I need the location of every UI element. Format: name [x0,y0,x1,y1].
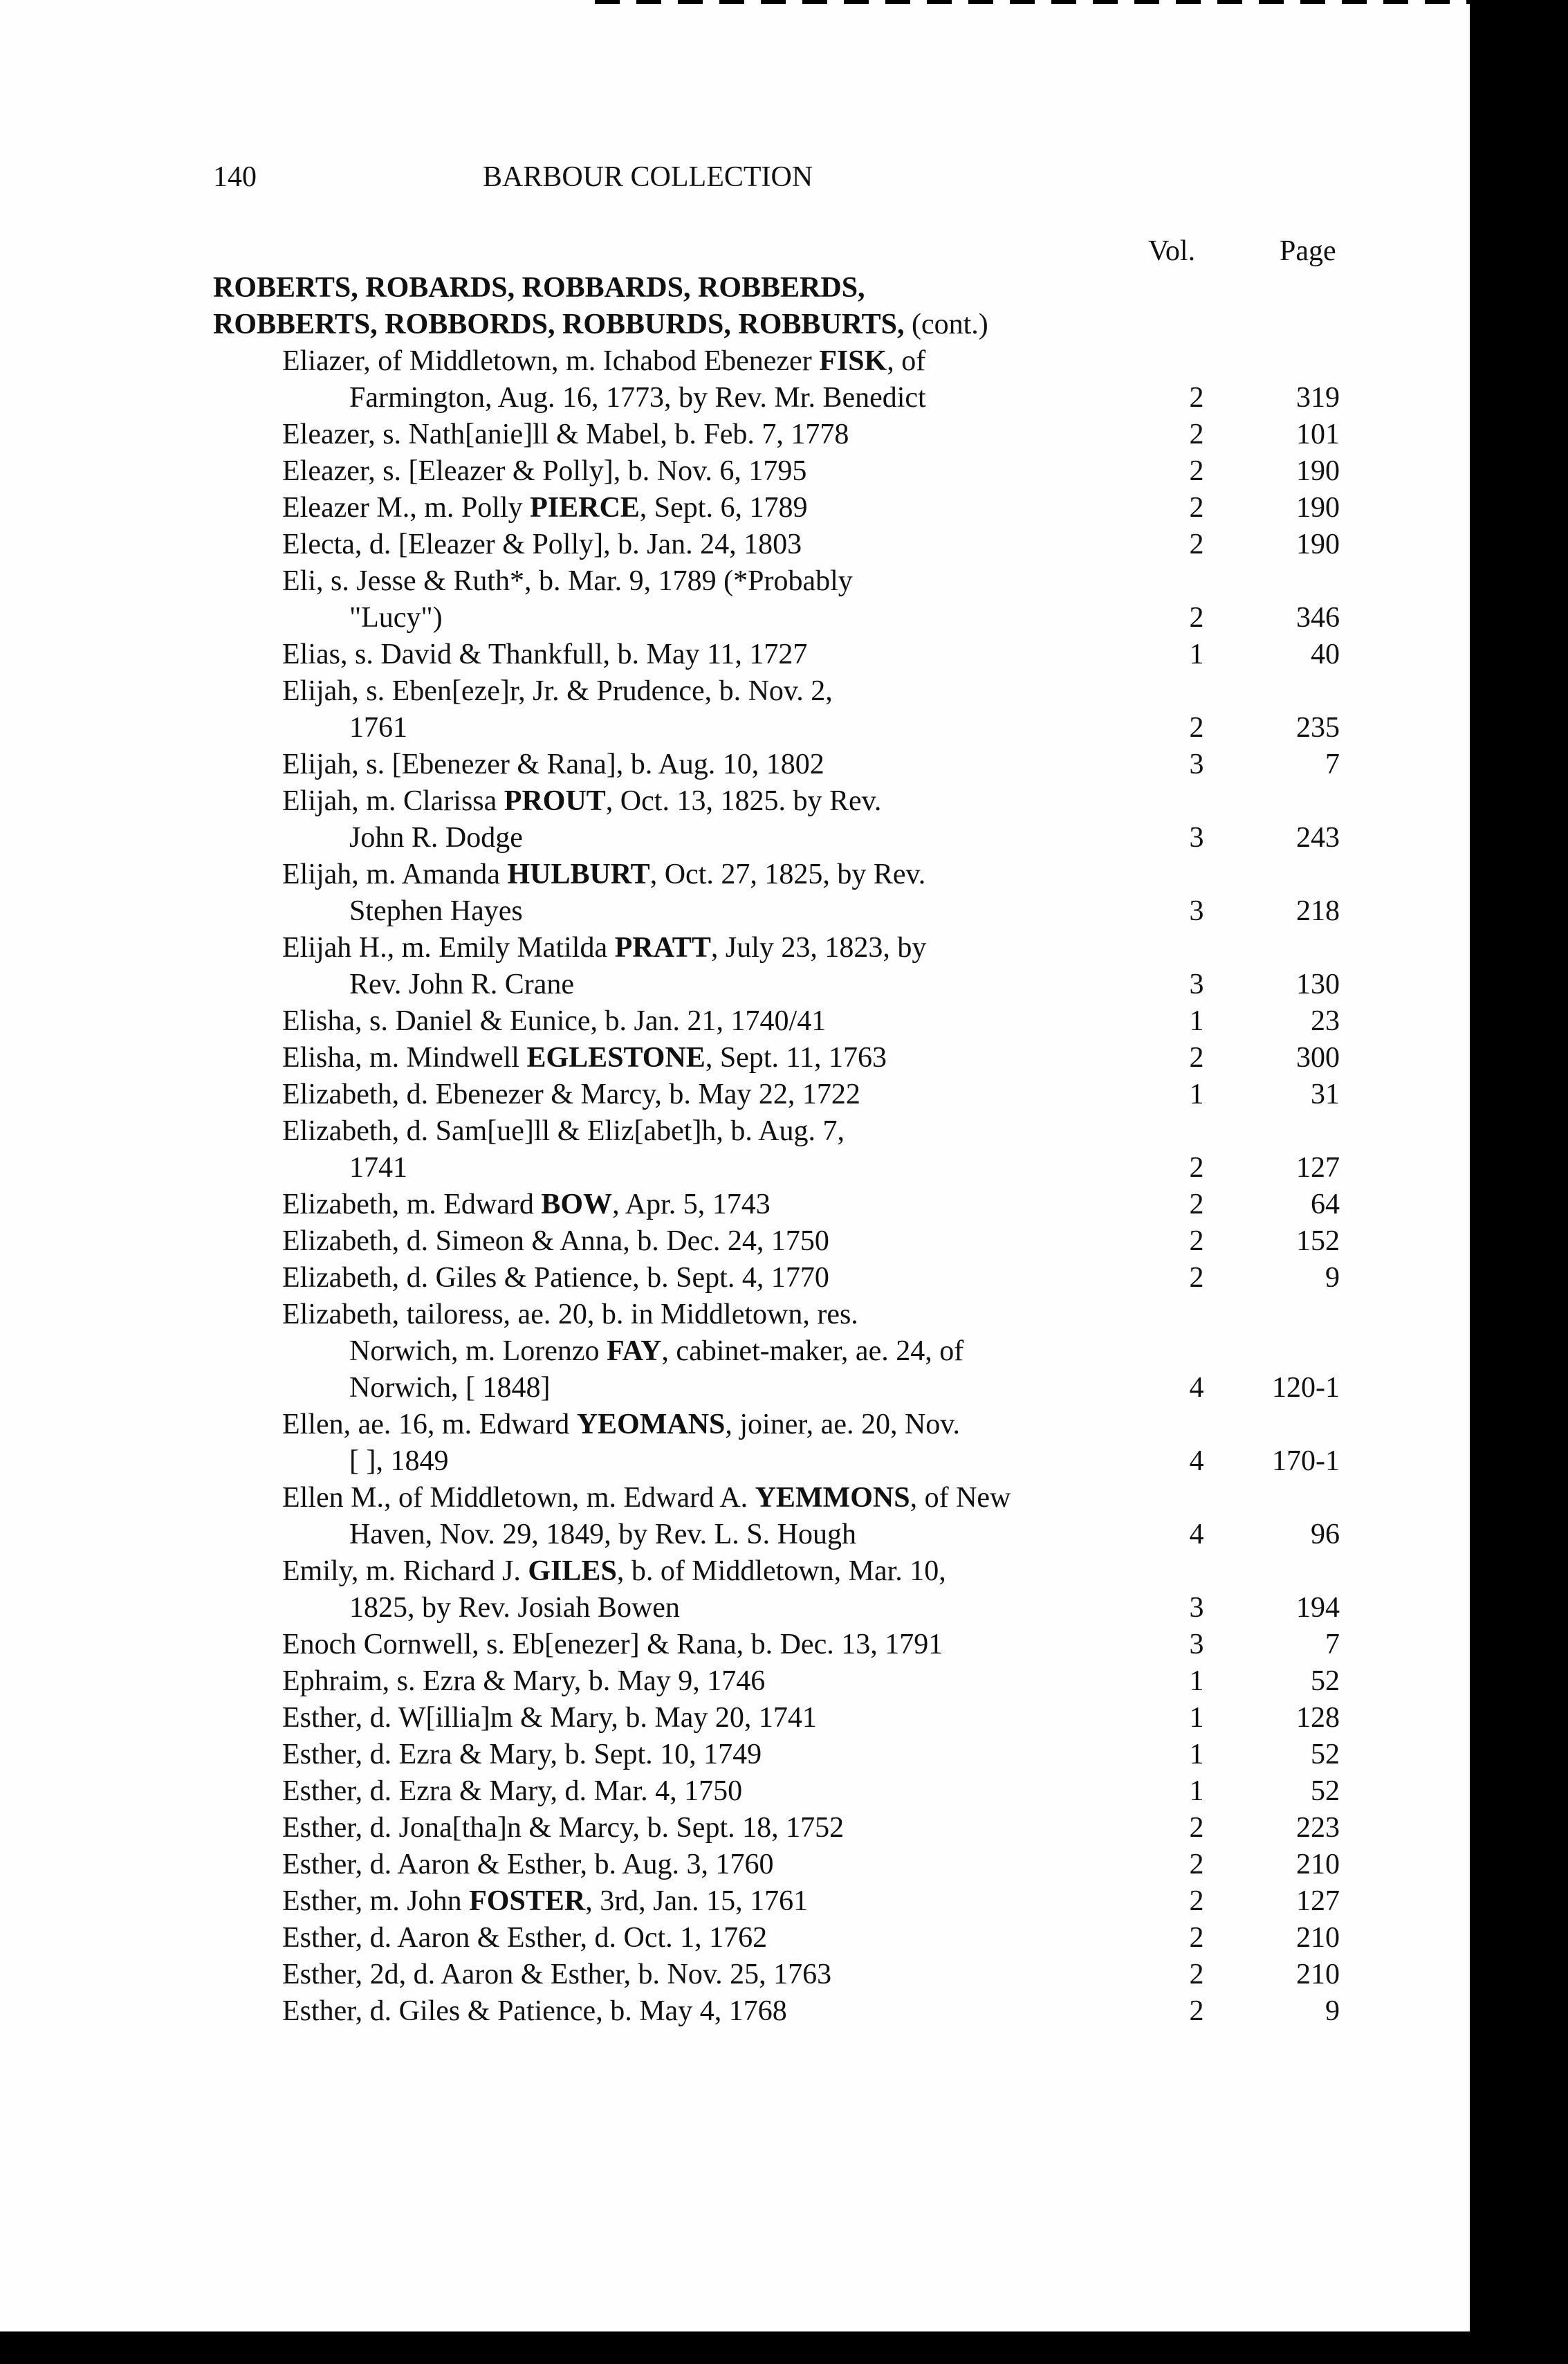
entry-text: Elisha, m. Mindwell [282,1042,527,1074]
surname-variants-1: ROBERTS, ROBARDS, ROBBARDS, ROBBERDS, [213,272,865,304]
list-item [0,783,1470,856]
page-reference: 40 [1311,639,1340,670]
entry-text: Elijah, m. Clarissa [282,785,504,817]
entry-line [0,1810,1470,1847]
page-number: 140 [213,161,257,193]
entry-text: Esther, d. Ezra & Mary, d. Mar. 4, 1750 [282,1775,743,1807]
spouse-surname: PRATT [614,932,711,964]
entry-text: Elisha, s. Daniel & Eunice, b. Jan. 21, 1740/41 [282,1005,827,1037]
entry-line [0,1957,1470,1993]
list-item [0,636,1470,673]
list-item [0,1627,1470,1663]
list-item [0,856,1470,930]
volume-number: 2 [1189,492,1204,524]
page-reference: 346 [1296,602,1340,634]
entry-list [0,343,1470,2030]
list-item [0,1186,1470,1223]
volume-number: 4 [1189,1445,1204,1477]
list-item [0,1773,1470,1810]
entry-line [0,783,1470,820]
entry-text: , joiner, ae. 20, Nov. [725,1409,961,1440]
entry-text: Esther, d. W[illia]m & Mary, b. May 20, 1741 [282,1702,817,1734]
entry-text: , of [887,345,926,377]
spouse-surname: YEOMANS [576,1409,726,1440]
entry-line [0,1113,1470,1150]
page-reference: 7 [1325,1629,1340,1660]
entry-continuation-line [0,893,1470,930]
page-reference: 120-1 [1272,1372,1340,1404]
spouse-surname: FAY [607,1335,662,1367]
page-reference: 23 [1311,1005,1340,1037]
entry-text: Elizabeth, d. Simeon & Anna, b. Dec. 24, 1750 [282,1225,829,1257]
entry-line [0,1883,1470,1920]
entry-line [0,1186,1470,1223]
entry-text: Esther, 2d, d. Aaron & Esther, b. Nov. 25, 1763 [282,1959,832,1990]
entry-line [0,563,1470,600]
entry-text: 1761 [349,712,407,744]
page-reference: 96 [1311,1519,1340,1550]
volume-number: 2 [1189,1959,1204,1990]
list-item [0,416,1470,453]
volume-number: 1 [1189,1005,1204,1037]
entry-text: Esther, d. Jona[tha]n & Marcy, b. Sept. 18, 1752 [282,1812,845,1844]
entry-line [0,526,1470,563]
list-item [0,1223,1470,1260]
page-reference: 52 [1311,1775,1340,1807]
entry-text: Esther, d. Aaron & Esther, d. Oct. 1, 1762 [282,1922,768,1954]
entry-text: Elizabeth, d. Giles & Patience, b. Sept. 4, 1770 [282,1262,829,1294]
entry-text: Ephraim, s. Ezra & Mary, b. May 9, 1746 [282,1665,766,1697]
surname-variants-2: ROBBERTS, ROBBORDS, ROBBURDS, ROBBURTS, [213,309,905,340]
page-reference: 52 [1311,1665,1340,1697]
entry-text: , b. of Middletown, Mar. 10, [616,1555,946,1587]
list-item [0,453,1470,490]
entry-text: "Lucy") [349,602,443,634]
entry-continuation-line [0,1590,1470,1627]
volume-number: 3 [1189,895,1204,927]
entry-text: Elijah, m. Amanda [282,859,508,890]
entry-text: Esther, d. Ezra & Mary, b. Sept. 10, 1749 [282,1739,762,1770]
entry-text: Rev. John R. Crane [349,969,575,1000]
entry-text: Elizabeth, tailoress, ae. 20, b. in Middletown, res. [282,1299,858,1330]
list-item [0,343,1470,416]
entry-text: Elias, s. David & Thankfull, b. May 11, 1727 [282,639,808,670]
page-reference: 127 [1296,1885,1340,1917]
page-reference: 170-1 [1272,1445,1340,1477]
volume-number: 3 [1189,749,1204,780]
page-reference: 319 [1296,382,1340,414]
entry-text: Stephen Hayes [349,895,523,927]
vol-column-header: Vol. [1148,235,1196,267]
page-reference: 31 [1311,1079,1340,1110]
entry-text: , cabinet-maker, ae. 24, of [661,1335,964,1367]
list-item [0,1957,1470,1993]
entry-text: Ellen M., of Middletown, m. Edward A. [282,1482,755,1514]
entry-text: Elijah, s. [Ebenezer & Rana], b. Aug. 10, 1802 [282,749,824,780]
entry-continuation-line [0,1517,1470,1553]
volume-number: 1 [1189,1739,1204,1770]
volume-number: 1 [1189,1665,1204,1697]
entry-text: Elizabeth, d. Ebenezer & Marcy, b. May 22, 1722 [282,1079,860,1110]
entry-text: Elijah H., m. Emily Matilda [282,932,615,964]
spouse-surname: YEMMONS [755,1482,910,1514]
list-item [0,930,1470,1003]
entry-text: Eliazer, of Middletown, m. Ichabod Ebenezer [282,345,820,377]
page-reference: 7 [1325,749,1340,780]
list-item [0,1883,1470,1920]
entry-line [0,1920,1470,1957]
entry-text: 1741 [349,1152,407,1184]
entry-text: Esther, d. Aaron & Esther, b. Aug. 3, 1760 [282,1849,774,1880]
page-reference: 190 [1296,492,1340,524]
entry-line [0,343,1470,380]
list-item [0,1993,1470,2030]
page-reference: 130 [1296,969,1340,1000]
entry-text: Norwich, m. Lorenzo [349,1335,607,1367]
volume-number: 4 [1189,1372,1204,1404]
page-reference: 190 [1296,455,1340,487]
continued-note: (cont.) [904,309,988,340]
surname-heading [213,270,988,343]
spouse-surname: FISK [819,345,887,377]
volume-number: 1 [1189,1702,1204,1734]
spouse-surname: PIERCE [530,492,640,524]
list-item [0,490,1470,526]
page-reference: 52 [1311,1739,1340,1770]
page-reference: 101 [1296,419,1340,450]
entry-text: Enoch Cornwell, s. Eb[enezer] & Rana, b. Dec. 13, 1791 [282,1629,943,1660]
list-item [0,673,1470,746]
entry-line [0,1407,1470,1443]
entry-continuation-line [0,380,1470,416]
page-reference: 194 [1296,1592,1340,1624]
volume-number: 4 [1189,1519,1204,1550]
page-reference: 300 [1296,1042,1340,1074]
volume-number: 2 [1189,1042,1204,1074]
list-item [0,1847,1470,1883]
page-reference: 190 [1296,529,1340,560]
page-reference: 210 [1296,1849,1340,1880]
entry-line [0,1076,1470,1113]
entry-line [0,1627,1470,1663]
list-item [0,1920,1470,1957]
entry-line [0,1700,1470,1737]
page-title: BARBOUR COLLECTION [483,161,813,193]
entry-text: Eli, s. Jesse & Ruth*, b. Mar. 9, 1789 (*Probably [282,565,853,597]
list-item [0,526,1470,563]
entry-text: , Sept. 6, 1789 [639,492,808,524]
entry-line [0,673,1470,710]
entry-continuation-line [0,1150,1470,1186]
volume-number: 1 [1189,1079,1204,1110]
entry-text: 1825, by Rev. Josiah Bowen [349,1592,680,1624]
list-item [0,1663,1470,1700]
entry-line [0,416,1470,453]
entry-text: , Oct. 27, 1825, by Rev. [649,859,926,890]
volume-number: 2 [1189,455,1204,487]
entry-text: , July 23, 1823, by [710,932,927,964]
spouse-surname: PROUT [504,785,606,817]
entry-text: , of New [910,1482,1011,1514]
entry-text: Eleazer M., m. Polly [282,492,531,524]
entry-line [0,1663,1470,1700]
entry-text: Eleazer, s. [Eleazer & Polly], b. Nov. 6, 1795 [282,455,807,487]
entry-continuation-line [0,1443,1470,1480]
list-item [0,1480,1470,1553]
volume-number: 2 [1189,1885,1204,1917]
volume-number: 2 [1189,1152,1204,1184]
page-reference: 243 [1296,822,1340,854]
volume-number: 2 [1189,382,1204,414]
volume-number: 1 [1189,639,1204,670]
volume-number: 2 [1189,1922,1204,1954]
volume-number: 2 [1189,1849,1204,1880]
entry-line [0,746,1470,783]
volume-number: 2 [1189,1262,1204,1294]
entry-line [0,636,1470,673]
entry-line [0,1480,1470,1517]
entry-line [0,1040,1470,1076]
page-reference: 210 [1296,1959,1340,1990]
entry-text: , 3rd, Jan. 15, 1761 [585,1885,809,1917]
volume-number: 2 [1189,1995,1204,2027]
volume-number: 2 [1189,1812,1204,1844]
page-reference: 210 [1296,1922,1340,1954]
entry-continuation-line [0,1370,1470,1407]
entry-text: Esther, m. John [282,1885,470,1917]
spouse-surname: EGLESTONE [526,1042,705,1074]
page-reference: 218 [1296,895,1340,927]
spouse-surname: FOSTER [469,1885,586,1917]
entry-text: [ ], 1849 [349,1445,449,1477]
entry-text: , Apr. 5, 1743 [612,1189,771,1220]
page-reference: 223 [1296,1812,1340,1844]
entry-line [0,1773,1470,1810]
entry-text: Elijah, s. Eben[eze]r, Jr. & Prudence, b. Nov. 2, [282,675,833,707]
volume-number: 2 [1189,1189,1204,1220]
entry-line [0,856,1470,893]
volume-number: 2 [1189,419,1204,450]
page-reference: 9 [1325,1262,1340,1294]
entry-text: Esther, d. Giles & Patience, b. May 4, 1768 [282,1995,787,2027]
entry-line [0,1993,1470,2030]
entry-text: Emily, m. Richard J. [282,1555,528,1587]
entry-continuation-line [0,710,1470,746]
volume-number: 2 [1189,1225,1204,1257]
spouse-surname: BOW [541,1189,613,1220]
entry-line [0,453,1470,490]
page-reference: 64 [1311,1189,1340,1220]
list-item [0,1076,1470,1113]
entry-continuation-line [0,600,1470,636]
entry-line [0,1553,1470,1590]
entry-line [0,1847,1470,1883]
top-edge-scan-artifact [595,0,1568,4]
entry-text: Norwich, [ 1848] [349,1372,551,1404]
entry-text: Haven, Nov. 29, 1849, by Rev. L. S. Hough [349,1519,856,1550]
entry-continuation-line [0,820,1470,856]
entry-text: , Sept. 11, 1763 [705,1042,887,1074]
entry-line [0,1260,1470,1296]
spouse-surname: GILES [528,1555,617,1587]
page-reference: 128 [1296,1702,1340,1734]
entry-line [0,1003,1470,1040]
entry-text: John R. Dodge [349,822,523,854]
list-item [0,1003,1470,1040]
entry-text: Ellen, ae. 16, m. Edward [282,1409,577,1440]
entry-text: , Oct. 13, 1825. by Rev. [605,785,882,817]
spouse-surname: HULBURT [507,859,650,890]
entry-line [0,1296,1470,1333]
volume-number: 3 [1189,1592,1204,1624]
list-item [0,1700,1470,1737]
list-item [0,1553,1470,1627]
volume-number: 2 [1189,602,1204,634]
entry-text: Farmington, Aug. 16, 1773, by Rev. Mr. Benedict [349,382,926,414]
list-item [0,1737,1470,1773]
volume-number: 3 [1189,1629,1204,1660]
surname-heading-line-2 [213,306,988,343]
volume-number: 3 [1189,822,1204,854]
volume-number: 2 [1189,712,1204,744]
page-reference: 152 [1296,1225,1340,1257]
surname-heading-line-1 [213,270,988,306]
list-item [0,1810,1470,1847]
entry-line [0,1223,1470,1260]
entry-text: Elizabeth, d. Sam[ue]ll & Eliz[abet]h, b. Aug. 7, [282,1115,845,1147]
list-item [0,1113,1470,1186]
list-item [0,1296,1470,1407]
list-item [0,1407,1470,1480]
entry-line [0,930,1470,966]
list-item [0,746,1470,783]
list-item [0,563,1470,636]
volume-number: 1 [1189,1775,1204,1807]
entry-text: Electa, d. [Eleazer & Polly], b. Jan. 24, 1803 [282,529,802,560]
page-column-header: Page [1280,235,1336,267]
page-reference: 9 [1325,1995,1340,2027]
volume-number: 2 [1189,529,1204,560]
entry-continuation-line [0,966,1470,1003]
volume-number: 3 [1189,969,1204,1000]
list-item [0,1040,1470,1076]
entry-continuation-line [0,1333,1470,1370]
entry-text: Eleazer, s. Nath[anie]ll & Mabel, b. Feb. 7, 1778 [282,419,849,450]
page-reference: 235 [1296,712,1340,744]
page-reference: 127 [1296,1152,1340,1184]
entry-line [0,490,1470,526]
list-item [0,1260,1470,1296]
entry-text: Elizabeth, m. Edward [282,1189,542,1220]
entry-line [0,1737,1470,1773]
